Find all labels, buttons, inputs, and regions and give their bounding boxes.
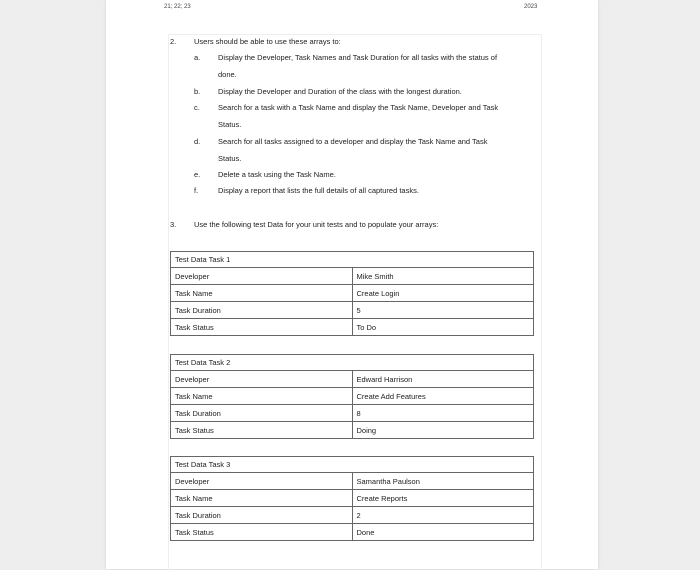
table-title: Test Data Task 2 [171, 355, 534, 371]
table-row [171, 285, 534, 302]
table-row [171, 319, 534, 336]
table-title: Test Data Task 3 [171, 457, 534, 473]
test-data-table-2 [170, 354, 534, 439]
field-label: Task Name [171, 388, 353, 405]
table-row [171, 302, 534, 319]
subitem-f-line1: Display a report that lists the full details of all captured tasks. [218, 186, 419, 195]
field-label: Task Status [171, 319, 353, 336]
header-year: 2023 [524, 4, 538, 10]
field-value: To Do [352, 319, 534, 336]
field-label: Task Duration [171, 302, 353, 319]
subitem-b-line1: Display the Developer and Duration of the class with the longest duration. [218, 87, 462, 96]
field-label: Task Duration [171, 405, 353, 422]
table-row [171, 388, 534, 405]
table-row [171, 524, 534, 541]
document-page [106, 0, 598, 569]
subitem-d-line2: Status. [218, 154, 242, 163]
header-left-text: 21; 22; 23 [164, 4, 191, 10]
field-label: Developer [171, 268, 353, 285]
table-row [171, 268, 534, 285]
subitem-d-line1: Search for all tasks assigned to a developer and display the Task Name and Task [218, 137, 488, 146]
field-value: Create Reports [352, 490, 534, 507]
field-value: Create Add Features [352, 388, 534, 405]
subitem-e-letter: e. [194, 170, 201, 179]
table-row [171, 507, 534, 524]
test-data-table-3 [170, 456, 534, 541]
item-3-text: Use the following test Data for your unit tests and to populate your arrays: [194, 220, 439, 229]
subitem-a-line2: done. [218, 70, 237, 79]
field-label: Developer [171, 371, 353, 388]
item-2-number: 2. [170, 37, 177, 46]
field-value: Create Login [352, 285, 534, 302]
field-label: Task Status [171, 524, 353, 541]
subitem-e-line1: Delete a task using the Task Name. [218, 170, 336, 179]
table-title: Test Data Task 1 [171, 252, 534, 268]
table-row [171, 405, 534, 422]
field-value: Mike Smith [352, 268, 534, 285]
field-value: Doing [352, 422, 534, 439]
field-label: Task Name [171, 490, 353, 507]
field-label: Task Duration [171, 507, 353, 524]
subitem-a-letter: a. [194, 53, 201, 62]
subitem-b-letter: b. [194, 87, 201, 96]
field-value: 2 [352, 507, 534, 524]
item-2-text: Users should be able to use these arrays to: [194, 37, 341, 46]
item-3-number: 3. [170, 220, 177, 229]
subitem-c-line2: Status. [218, 120, 242, 129]
subitem-f-letter: f. [194, 186, 199, 195]
field-value: Done [352, 524, 534, 541]
table-row [171, 473, 534, 490]
test-data-table-1 [170, 251, 534, 336]
table-row [171, 371, 534, 388]
field-label: Task Status [171, 422, 353, 439]
field-value: 5 [352, 302, 534, 319]
subitem-c-line1: Search for a task with a Task Name and display the Task Name, Developer and Task [218, 103, 499, 112]
subitem-c-letter: c. [194, 103, 200, 112]
field-value: Samantha Paulson [352, 473, 534, 490]
field-label: Task Name [171, 285, 353, 302]
subitem-d-letter: d. [194, 137, 201, 146]
field-value: 8 [352, 405, 534, 422]
table-row [171, 490, 534, 507]
subitem-a-line1: Display the Developer, Task Names and Task Duration for all tasks with the status of [218, 53, 498, 62]
table-row [171, 422, 534, 439]
field-value: Edward Harrison [352, 371, 534, 388]
field-label: Developer [171, 473, 353, 490]
